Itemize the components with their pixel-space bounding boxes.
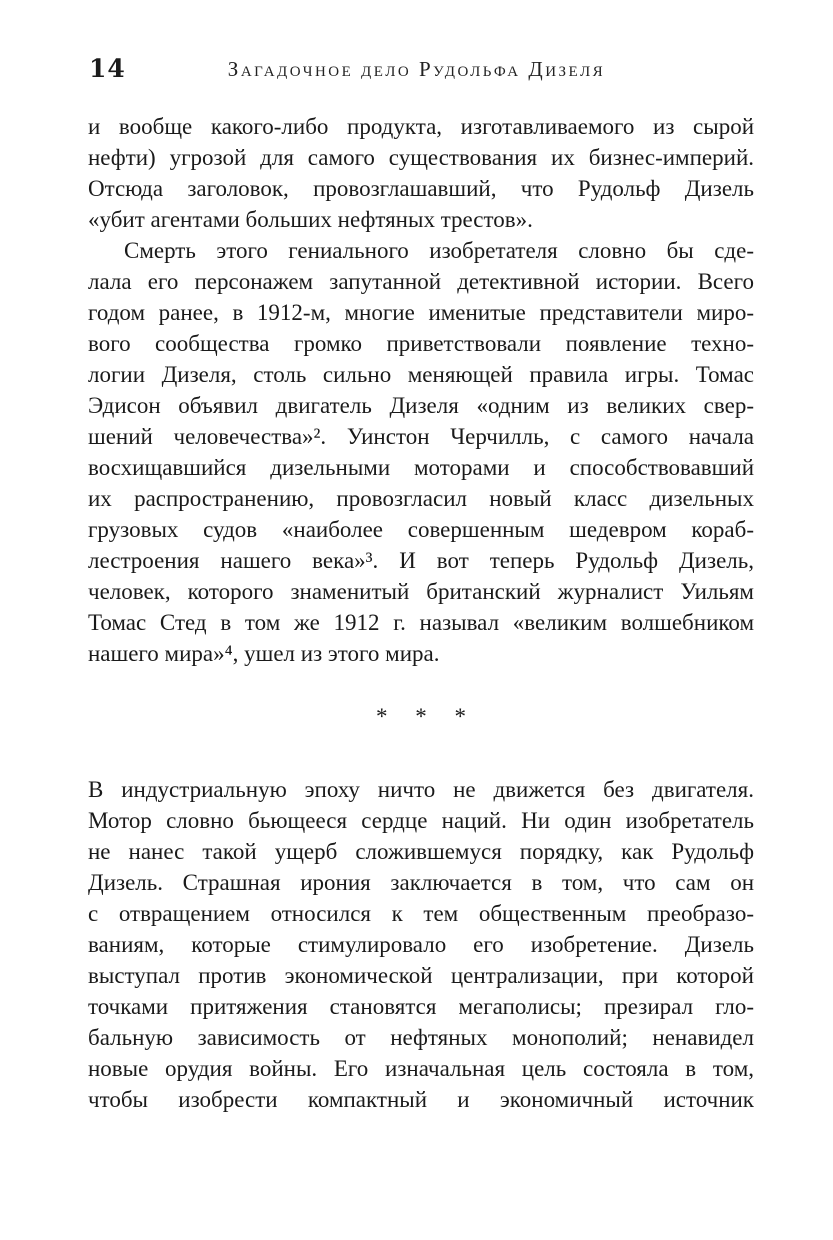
text-line: Дизель. Страшная ирония заключается в том, что сам он (88, 870, 754, 895)
body-text (88, 111, 754, 1115)
text-line: грузовых судов «наиболее совершенным шедевром кораб- (88, 517, 754, 542)
paragraph (88, 774, 754, 1115)
text-line: выступал против экономической централизации, при которой (88, 963, 754, 988)
text-line: точками притяжения становятся мегаполисы; презирал гло- (88, 994, 754, 1019)
page-number: 14 (89, 54, 126, 83)
text-line: логии Дизеля, столь сильно меняющей правила игры. Томас (88, 362, 754, 387)
text-line: чтобы изобрести компактный и экономичный источник (88, 1087, 754, 1112)
text-line: их распространению, провозгласил новый класс дизельных (88, 486, 754, 511)
paragraph (88, 235, 754, 669)
paragraph (88, 111, 754, 235)
text-line: В индустриальную эпоху ничто не движется без двигателя. (88, 777, 754, 802)
text-line: лала его персонажем запутанной детективной истории. Всего (88, 269, 754, 294)
text-line: годом ранее, в 1912-м, многие именитые представители миро- (88, 300, 754, 325)
text-line: Отсюда заголовок, провозглашавший, что Рудольф Дизель (88, 176, 754, 201)
text-line: новые орудия войны. Его изначальная цель состояла в том, (88, 1056, 754, 1081)
text-line: Смерть этого гениального изобретателя словно бы сде- (124, 238, 754, 263)
running-title: Загадочное дело Рудольфа Дизеля (227, 57, 606, 81)
page-header (0, 54, 833, 88)
text-line: Томас Стед в том же 1912 г. называл «великим волшебником (88, 610, 754, 635)
text-line: человек, которого знаменитый британский журналист Уильям (88, 579, 754, 604)
text-line: нефти) угрозой для самого существования их бизнес-империй. (88, 145, 754, 170)
section-separator: * * * (376, 704, 466, 729)
text-line: и вообще какого-либо продукта, изготавливаемого из сырой (88, 114, 754, 139)
text-line: лестроения нашего века»³. И вот теперь Рудольф Дизель, (88, 548, 754, 573)
text-line: бальную зависимость от нефтяных монополий; ненавидел (88, 1025, 754, 1050)
text-line: восхищавшийся дизельными моторами и способствовавший (88, 455, 754, 480)
text-line: нашего мира»⁴, ушел из этого мира. (88, 641, 440, 666)
text-line: не нанес такой ущерб сложившемуся порядку, как Рудольф (88, 839, 754, 864)
text-line: шений человечества»². Уинстон Черчилль, с самого начала (88, 424, 754, 449)
text-line: Эдисон объявил двигатель Дизеля «одним из великих свер- (88, 393, 754, 418)
text-line: вого сообщества громко приветствовали появление техно- (88, 331, 754, 356)
text-line: Мотор словно бьющееся сердце наций. Ни один изобретатель (88, 808, 754, 833)
text-line: с отвращением относился к тем общественным преобразо- (88, 901, 754, 926)
text-line: «убит агентами больших нефтяных трестов». (88, 207, 533, 232)
text-line: ваниям, которые стимулировало его изобретение. Дизель (88, 932, 754, 957)
